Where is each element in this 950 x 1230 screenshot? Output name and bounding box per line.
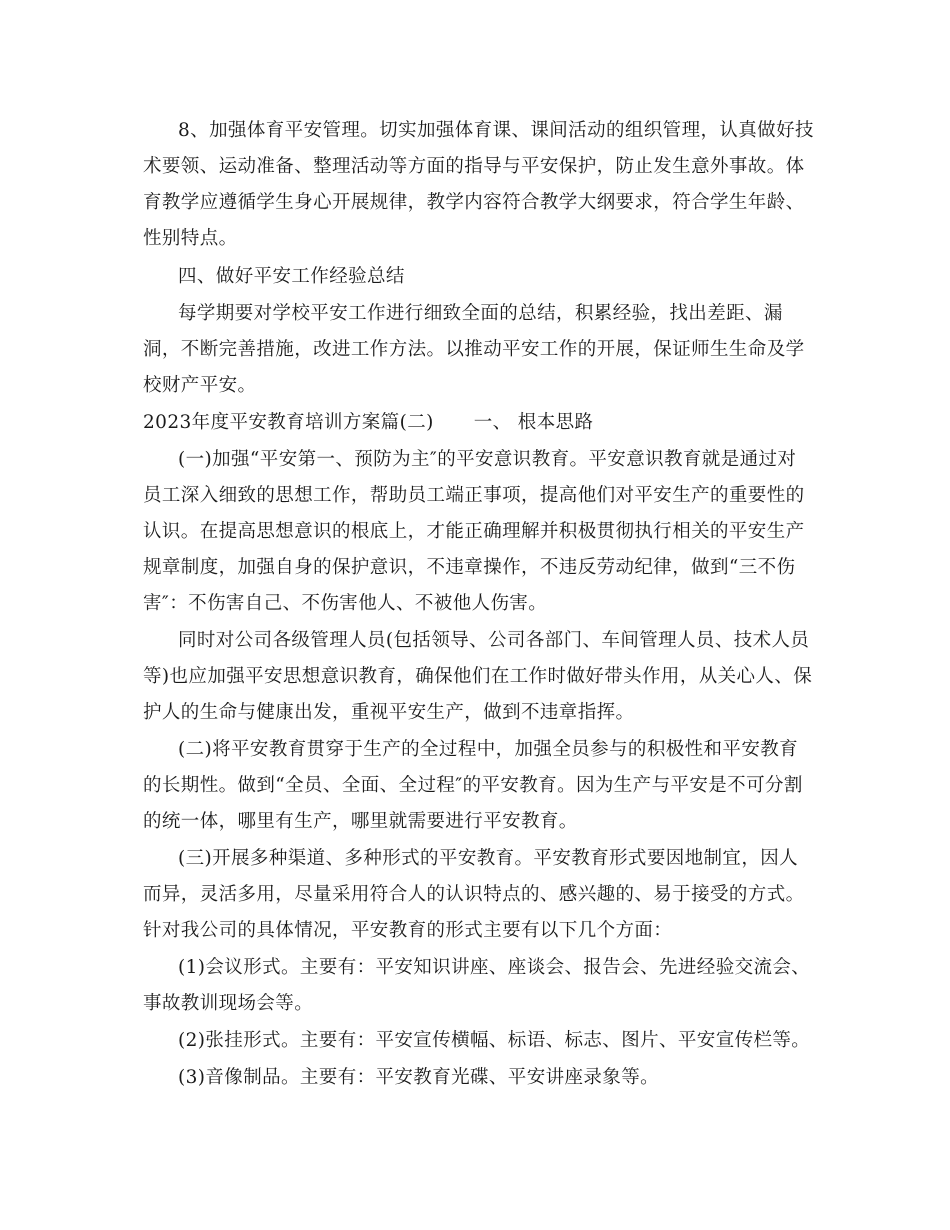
paragraph-line: 针对我公司的具体情况，平安教育的形式主要有以下几个方面： [143, 920, 673, 941]
paragraph-line: 8、加强体育平安管理。切实加强体育课、课间活动的组织管理，认真做好技 [178, 120, 814, 141]
paragraph-line: 的统一体，哪里有生产，哪里就需要进行平安教育。 [143, 811, 578, 832]
paragraph-line: 认识。在提高思想意识的根底上，才能正确理解并积极贯彻执行相关的平安生产 [143, 521, 805, 542]
paragraph-line: 员工深入细致的思想工作，帮助员工端正事项，提高他们对平安生产的重要性的 [143, 485, 805, 506]
paragraph-line: 每学期要对学校平安工作进行细致全面的总结，积累经验，找出差距、漏 [178, 303, 783, 324]
paragraph-line: 性别特点。 [143, 228, 238, 249]
paragraph-line: 而异，灵活多用，尽量采用符合人的认识特点的、感兴趣的、易于接受的方式。 [143, 884, 805, 905]
paragraph-line: (一)加强“平安第一、预防为主″的平安意识教育。平安意识教育就是通过对 [178, 449, 797, 470]
paragraph-line: (三)开展多种渠道、多种形式的平安教育。平安教育形式要因地制宜，因人 [178, 848, 799, 869]
document-section-title [143, 411, 593, 435]
paragraph-line: 的长期性。做到“全员、全面、全过程″的平安教育。因为生产与平安是不可分割 [143, 775, 803, 796]
paragraph-line: 校财产平安。 [143, 375, 257, 396]
paragraph-line: 术要领、运动准备、整理活动等方面的指导与平安保护，防止发生意外事故。体 [143, 156, 805, 177]
paragraph-line: (二)将平安教育贯穿于生产的全过程中，加强全员参与的积极性和平安教育 [178, 739, 799, 760]
paragraph-line: 同时对公司各级管理人员(包括领导、公司各部门、车间管理人员、技术人员 [178, 630, 810, 651]
section-heading: 四、做好平安工作经验总结 [178, 266, 405, 287]
paragraph-line: 育教学应遵循学生身心开展规律，教学内容符合教学大纲要求，符合学生年龄、 [143, 192, 805, 213]
paragraph-line: 害″：不伤害自己、不伤害他人、不被他人伤害。 [143, 593, 548, 614]
list-item: (3)音像制品。主要有：平安教育光碟、平安讲座录象等。 [178, 1067, 660, 1088]
list-item: (1)会议形式。主要有：平安知识讲座、座谈会、报告会、先进经验交流会、 [178, 957, 811, 978]
paragraph-line: 护人的生命与健康出发，重视平安生产，做到不违章指挥。 [143, 702, 635, 723]
paragraph-line: 等)也应加强平安思想意识教育，确保他们在工作时做好带头作用，从关心人、保 [143, 666, 813, 687]
paragraph-line: 规章制度，加强自身的保护意识，不违章操作，不违反劳动纪律，做到“三不伤 [143, 557, 796, 578]
section-title-text: 2023年度平安教育培训方案篇(二) [143, 412, 434, 433]
list-item: 事故教训现场会等。 [143, 993, 314, 1014]
section-subtitle-text: 一、 根本思路 [473, 412, 594, 433]
list-item: (2)张挂形式。主要有：平安宣传横幅、标语、标志、图片、平安宣传栏等。 [178, 1030, 811, 1051]
paragraph-line: 洞，不断完善措施，改进工作方法。以推动平安工作的开展，保证师生生命及学 [143, 339, 805, 360]
